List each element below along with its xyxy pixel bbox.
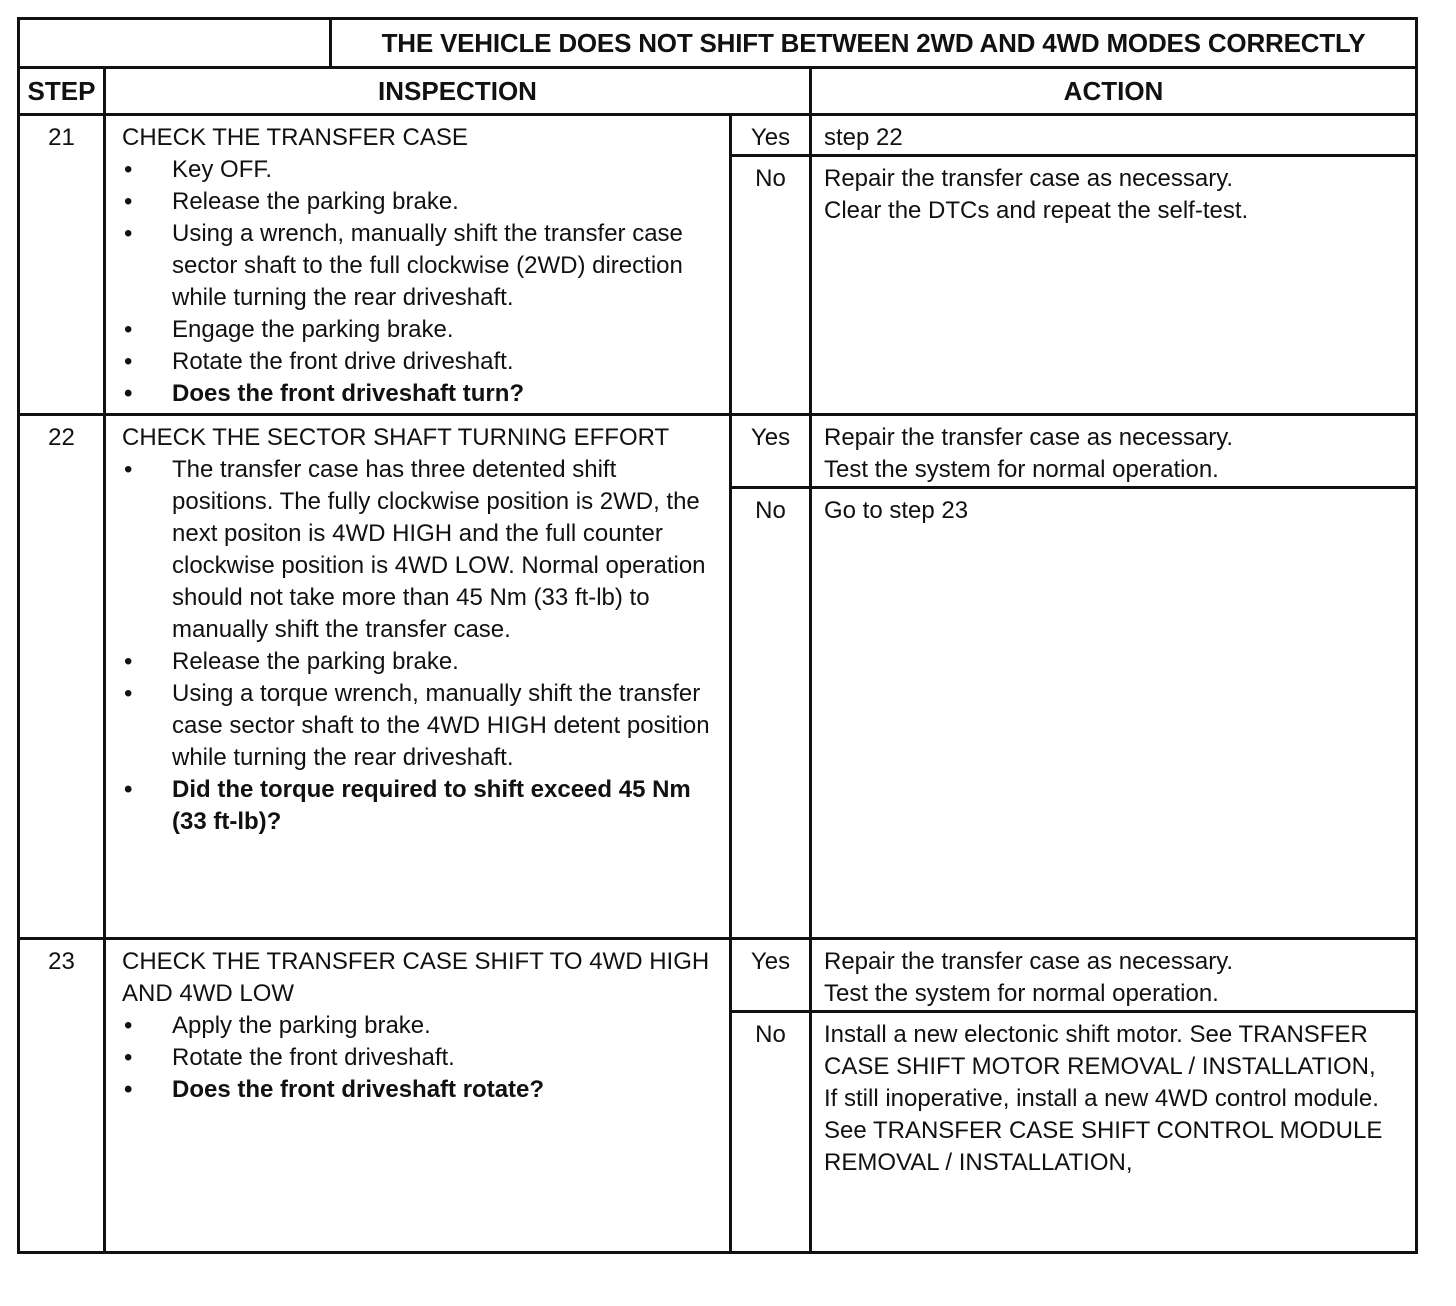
title-row xyxy=(19,19,1417,68)
list-item: • Release the parking brake. xyxy=(122,186,715,218)
action-line: Install a new electonic shift motor. See TRANSFER CASE SHIFT MOTOR REMOVAL / INSTALLATION, xyxy=(824,1021,1376,1080)
action-line: If still inoperative, install a new 4WD control module. See TRANSFER CASE SHIFT CONTROL MODULE REMOVAL / INSTALLATION, xyxy=(824,1085,1383,1176)
list-item: • Key OFF. xyxy=(122,154,715,186)
no-label: No xyxy=(731,488,811,939)
bullet-list xyxy=(122,1010,715,1106)
step-question: • Does the front driveshaft rotate? xyxy=(122,1074,715,1106)
list-item: • Rotate the front driveshaft. xyxy=(122,1042,715,1074)
bullet-list xyxy=(122,154,715,410)
step-21-yes-row xyxy=(19,115,1417,156)
action-line: Go to step 23 xyxy=(824,497,969,524)
step-number: 22 xyxy=(19,415,105,939)
yes-action xyxy=(811,415,1417,488)
yes-action xyxy=(811,115,1417,156)
step-number: 23 xyxy=(19,939,105,1253)
header-step: STEP xyxy=(19,68,105,115)
header-row xyxy=(19,68,1417,115)
no-action xyxy=(811,156,1417,415)
no-action xyxy=(811,488,1417,939)
table-title: THE VEHICLE DOES NOT SHIFT BETWEEN 2WD AND 4WD MODES CORRECTLY xyxy=(331,19,1417,68)
step-heading: CHECK THE TRANSFER CASE SHIFT TO 4WD HIGH AND 4WD LOW xyxy=(122,948,710,1007)
step-inspection xyxy=(105,415,731,939)
step-number: 21 xyxy=(19,115,105,415)
action-line: Clear the DTCs and repeat the self-test. xyxy=(824,197,1249,224)
list-item: • Rotate the front drive driveshaft. xyxy=(122,346,715,378)
yes-label: Yes xyxy=(731,115,811,156)
action-line: Repair the transfer case as necessary. xyxy=(824,948,1234,975)
action-line: step 22 xyxy=(824,124,903,151)
yes-action xyxy=(811,939,1417,1012)
step-question: • Does the front driveshaft turn? xyxy=(122,378,715,410)
list-item: • Using a wrench, manually shift the transfer case sector shaft to the full clockwise (2WD) direction while turning the rear driveshaft. xyxy=(122,218,715,314)
step-22-yes-row xyxy=(19,415,1417,488)
step-heading: CHECK THE SECTOR SHAFT TURNING EFFORT xyxy=(122,424,670,451)
step-inspection xyxy=(105,939,731,1253)
list-item: • Apply the parking brake. xyxy=(122,1010,715,1042)
list-item: • The transfer case has three detented shift positions. The fully clockwise position is 2WD, the next positon is 4WD HIGH and the full counter clockwise position is 4WD LOW. Normal operation should not take more than 45 Nm (33 ft-lb) to manually shift the transfer case. xyxy=(122,454,715,646)
no-label: No xyxy=(731,156,811,415)
bullet-list xyxy=(122,454,715,838)
no-label: No xyxy=(731,1012,811,1253)
action-line: Test the system for normal operation. xyxy=(824,980,1219,1007)
list-item: • Using a torque wrench, manually shift the transfer case sector shaft to the 4WD HIGH detent position while turning the rear driveshaft. xyxy=(122,678,715,774)
yes-label: Yes xyxy=(731,939,811,1012)
no-action xyxy=(811,1012,1417,1253)
action-line: Repair the transfer case as necessary. xyxy=(824,165,1234,192)
action-line: Repair the transfer case as necessary. xyxy=(824,424,1234,451)
action-line: Test the system for normal operation. xyxy=(824,456,1219,483)
yes-label: Yes xyxy=(731,415,811,488)
diagnostic-table xyxy=(17,17,1418,1254)
step-question: • Did the torque required to shift exceed 45 Nm (33 ft-lb)? xyxy=(122,774,715,838)
step-23-yes-row xyxy=(19,939,1417,1012)
list-item: • Engage the parking brake. xyxy=(122,314,715,346)
step-inspection xyxy=(105,115,731,415)
title-blank-cell xyxy=(19,19,331,68)
list-item: • Release the parking brake. xyxy=(122,646,715,678)
header-inspection: INSPECTION xyxy=(105,68,811,115)
header-action: ACTION xyxy=(811,68,1417,115)
step-heading: CHECK THE TRANSFER CASE xyxy=(122,124,468,151)
